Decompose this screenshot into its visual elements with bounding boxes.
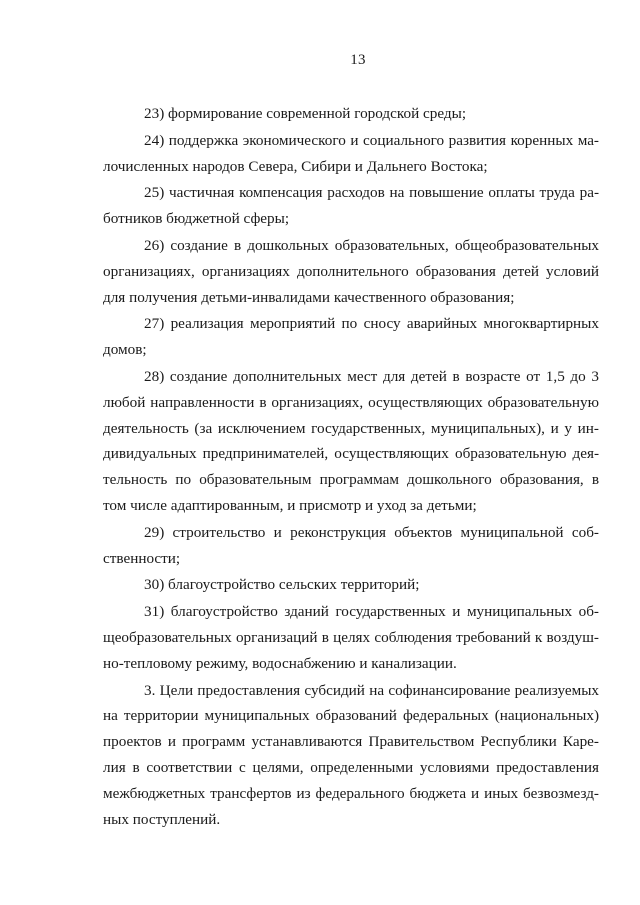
text-line: проектов и программ устанавливаются Правительством Республики Каре- [103, 733, 599, 751]
paragraph-item-23 [103, 101, 599, 127]
page-number: 13 [350, 52, 366, 68]
paragraph-item-25 [103, 180, 599, 232]
paragraph-item-26 [103, 233, 599, 310]
text-line: 30) благоустройство сельских территорий; [144, 576, 420, 594]
text-line: лия в соответствии с целями, определенными условиями предоставления [103, 758, 599, 776]
text-line: ных поступлений. [103, 810, 221, 828]
text-line: ственности; [103, 549, 181, 567]
text-line: любой направленности в организациях, осуществляющих образовательную [103, 393, 599, 411]
paragraph-item-28 [103, 364, 599, 519]
document-body [103, 101, 599, 833]
paragraph-item-24 [103, 128, 599, 180]
text-line: 24) поддержка экономического и социального развития коренных ма- [144, 131, 599, 149]
text-line: 23) формирование современной городской среды; [144, 105, 467, 122]
text-line: 29) строительство и реконструкция объектов муниципальной соб- [144, 523, 599, 541]
text-line: для получения детьми-инвалидами качественного образования; [103, 288, 515, 306]
text-line: организациях, организациях дополнительного образования детей условий [103, 262, 599, 280]
text-line: щеобразовательных организаций в целях соблюдения требований к воздуш- [103, 628, 599, 646]
text-line: 26) создание в дошкольных образовательных, общеобразовательных [144, 236, 599, 254]
text-line: дивидуальных предпринимателей, осуществляющих образовательную дея- [103, 445, 599, 463]
text-line: на территории муниципальных образований федеральных (национальных) [103, 707, 599, 725]
text-line: лочисленных народов Севера, Сибири и Дальнего Востока; [103, 157, 488, 175]
text-line: 28) создание дополнительных мест для детей в возрасте от 1,5 до 3 [144, 367, 599, 385]
text-line: 3. Цели предоставления субсидий на софинансирование реализуемых [144, 681, 599, 699]
paragraph-section-3 [103, 678, 599, 833]
text-line: домов; [103, 341, 147, 359]
text-line: 31) благоустройство зданий государственных и муниципальных об- [144, 603, 599, 621]
paragraph-item-29 [103, 520, 599, 572]
paragraph-item-31 [103, 599, 599, 676]
text-line: но-тепловому режиму, водоснабжению и канализации. [103, 654, 457, 672]
text-line: 27) реализация мероприятий по сносу аварийных многоквартирных [144, 315, 599, 333]
text-line: тельность по образовательным программам дошкольного образования, в [103, 471, 599, 489]
text-line: деятельность (за исключением государственных, муниципальных), и у ин- [103, 419, 599, 437]
text-line: ботников бюджетной сферы; [103, 210, 290, 228]
text-line: 25) частичная компенсация расходов на повышение оплаты труда ра- [144, 184, 599, 202]
paragraph-item-27 [103, 311, 599, 363]
text-line: том числе адаптированным, и присмотр и уход за детьми; [103, 496, 477, 514]
text-line: межбюджетных трансфертов из федерального бюджета и иных безвозмезд- [103, 784, 599, 802]
paragraph-item-30 [103, 572, 599, 598]
